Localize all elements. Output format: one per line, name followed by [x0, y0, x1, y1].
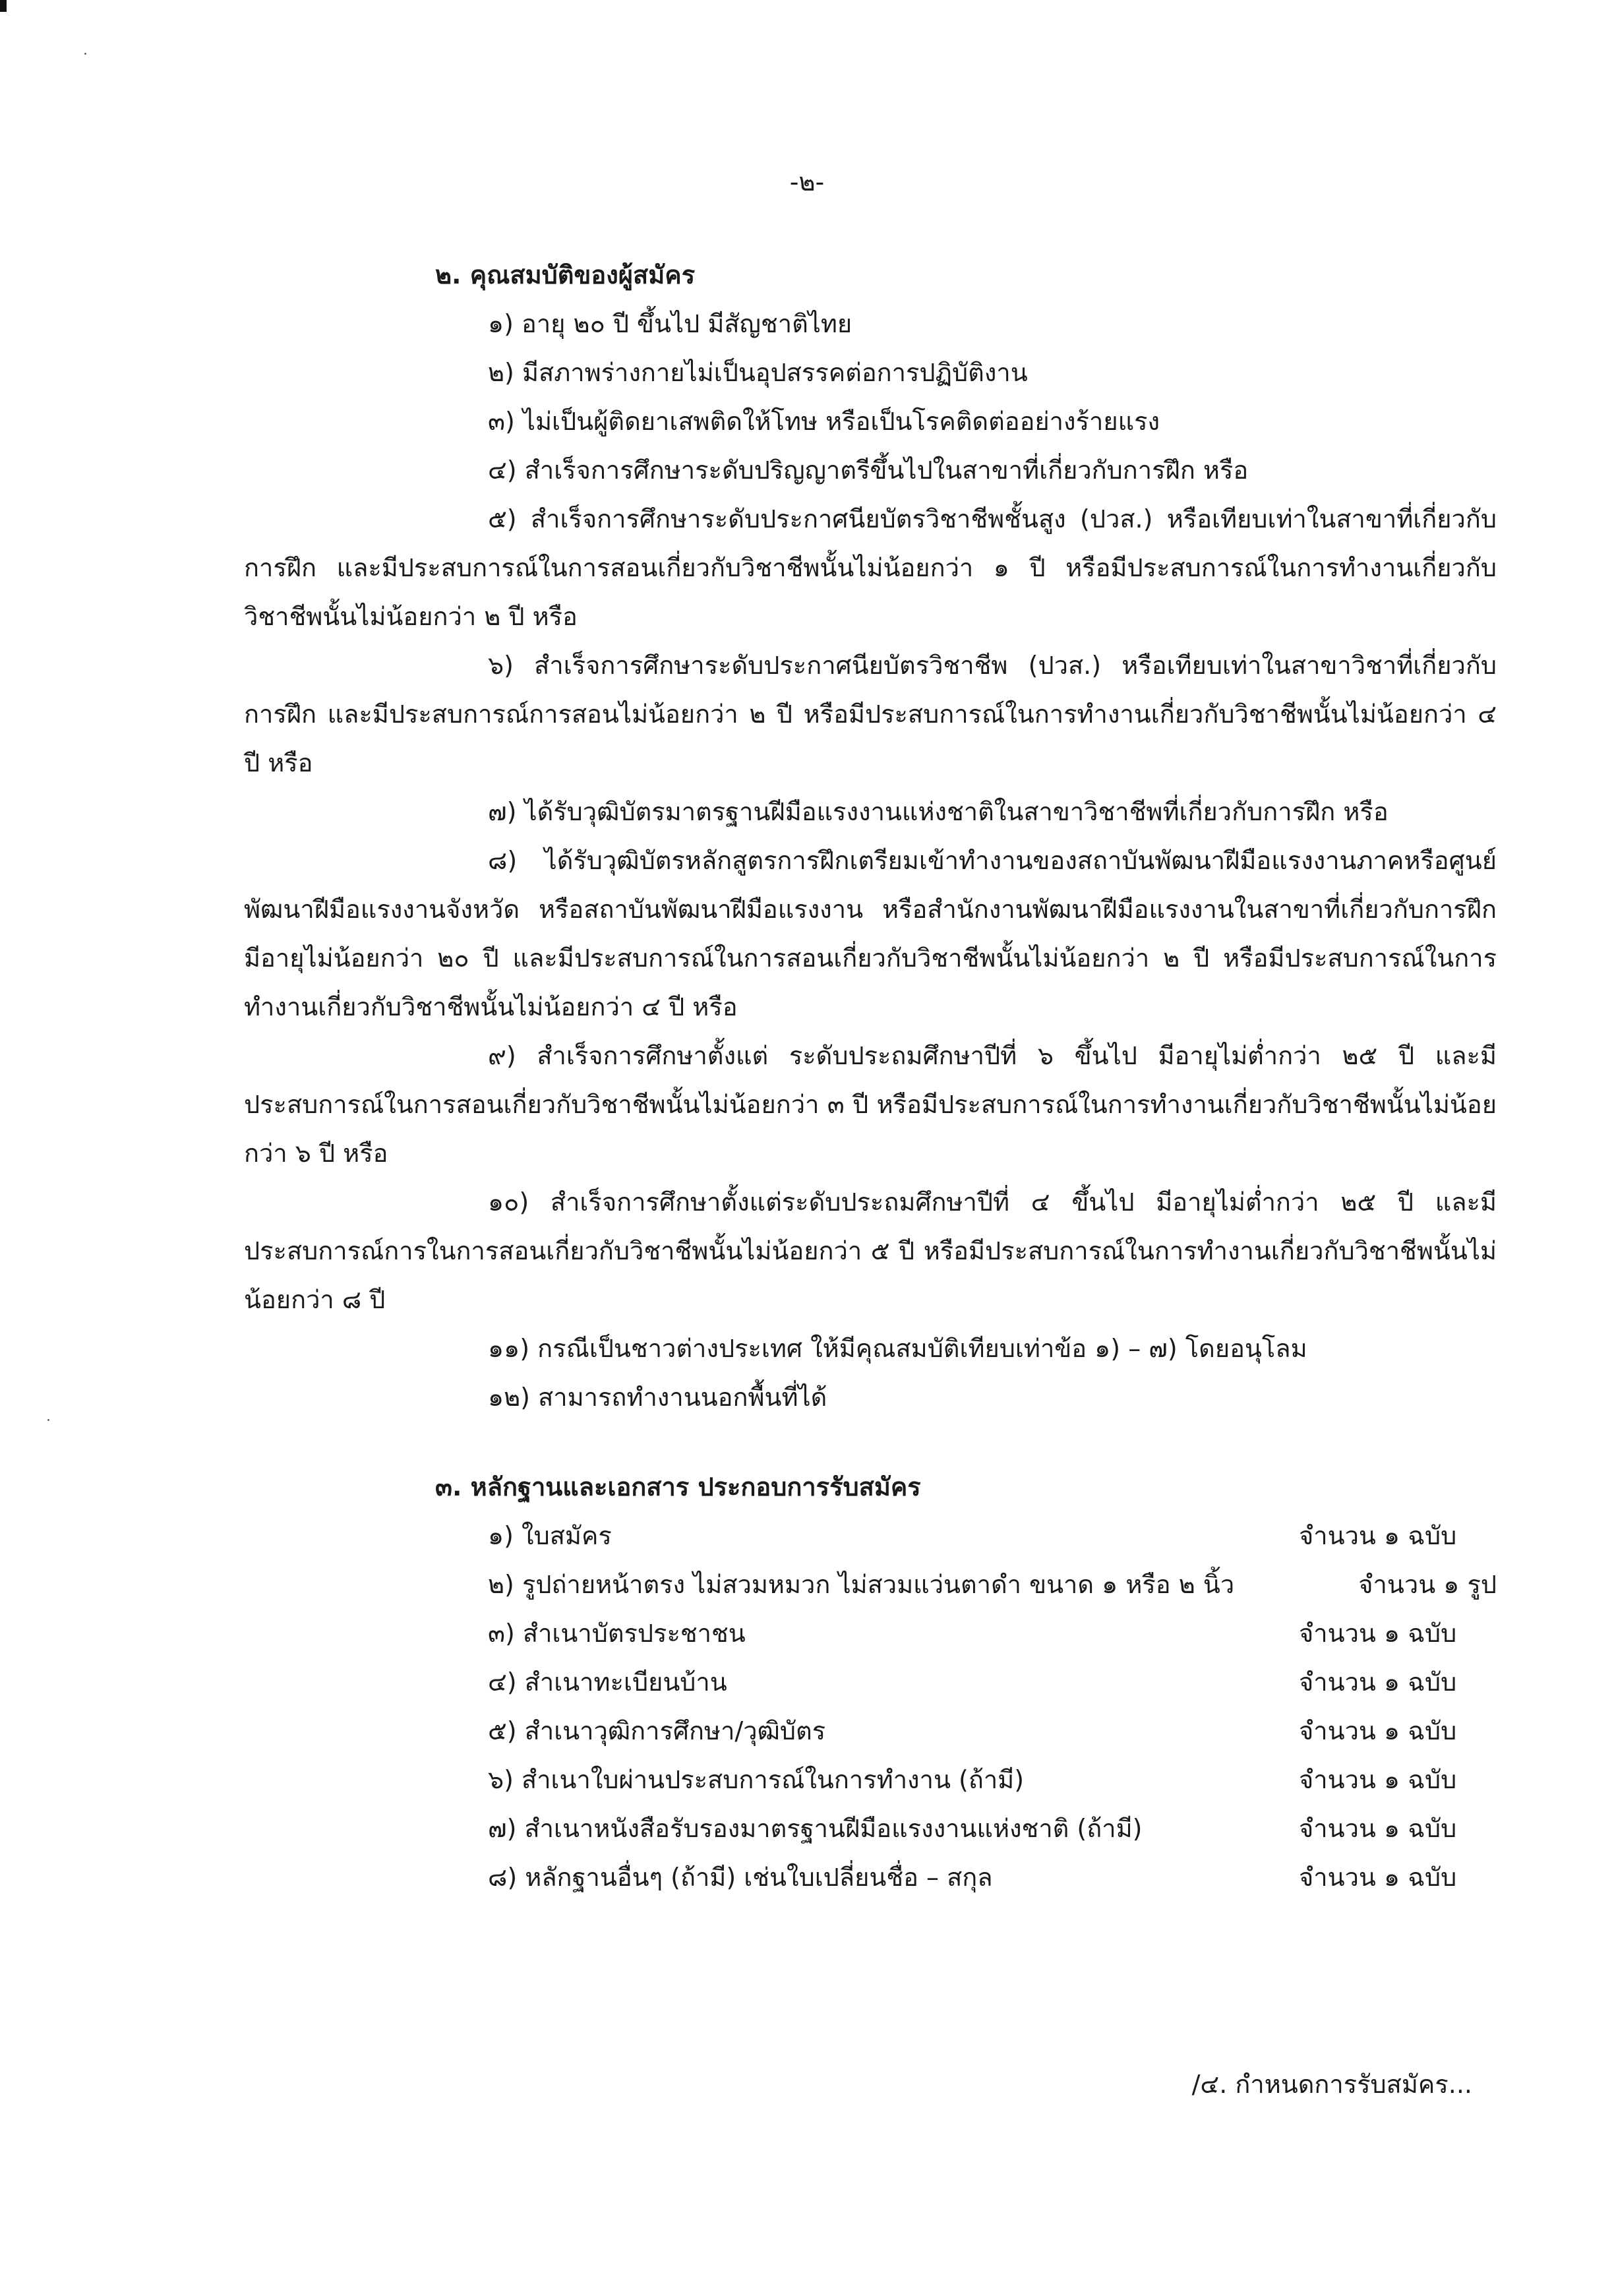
document-row — [244, 1658, 1497, 1707]
continuation-footer: /๔. กำหนดการรับสมัคร... — [1191, 2070, 1472, 2099]
document-quantity: จำนวน ๑ ฉบับ — [1299, 1521, 1457, 1550]
documents-list — [244, 1511, 1497, 1902]
document-quantity: จำนวน ๑ ฉบับ — [1299, 1863, 1457, 1892]
document-row — [244, 1609, 1497, 1658]
section-3-heading: ๓. หลักฐานและเอกสาร ประกอบการรับสมัคร — [435, 1472, 921, 1501]
qualifications-list — [244, 299, 1497, 1422]
document-name: ๓) สำเนาบัตรประชาชน — [488, 1619, 746, 1648]
qualification-item: ๔) สำเร็จการศึกษาระดับปริญญาตรีขึ้นไปในสาขาที่เกี่ยวกับการฝึก หรือ — [488, 456, 1249, 485]
document-quantity: จำนวน ๑ ฉบับ — [1299, 1716, 1457, 1745]
scan-speck — [47, 1419, 49, 1421]
qualification-item: ๙) สำเร็จการศึกษาตั้งแต่ ระดับประถมศึกษาปีที่ ๖ ขึ้นไป มีอายุไม่ต่ำกว่า ๒๕ ปี และมีประสบการณ์ในการสอนเกี่ยวกับวิชาชีพนั้นไม่น้อยกว่า ๓ ปี หรือมีประสบการณ์ในการทำงานเกี่ยวกับวิชาชีพนั้นไม่น้อยกว่า ๖ ปี หรือ — [244, 1041, 1497, 1168]
qualification-item: ๓) ไม่เป็นผู้ติดยาเสพติดให้โทษ หรือเป็นโรคติดต่ออย่างร้ายแรง — [488, 407, 1160, 436]
qualification-item: ๑๒) สามารถทำงานนอกพื้นที่ได้ — [488, 1383, 827, 1412]
qualification-item: ๑๑) กรณีเป็นชาวต่างประเทศ ให้มีคุณสมบัติเทียบเท่าข้อ ๑) – ๗) โดยอนุโลม — [488, 1334, 1307, 1363]
document-quantity: จำนวน ๑ ฉบับ — [1299, 1765, 1457, 1794]
qualification-item: ๗) ได้รับวุฒิบัตรมาตรฐานฝีมือแรงงานแห่งชาติในสาขาวิชาชีพที่เกี่ยวกับการฝึก หรือ — [488, 797, 1389, 826]
document-name: ๑) ใบสมัคร — [488, 1521, 612, 1550]
document-row — [244, 1560, 1497, 1609]
qualification-item: ๑๐) สำเร็จการศึกษาตั้งแต่ระดับประถมศึกษาปีที่ ๔ ขึ้นไป มีอายุไม่ต่ำกว่า ๒๕ ปี และมีประสบการณ์การในการสอนเกี่ยวกับวิชาชีพนั้นไม่น้อยกว่า ๕ ปี หรือมีประสบการณ์ในการทำงานเกี่ยวกับวิชาชีพนั้นไม่น้อยกว่า ๘ ปี — [244, 1188, 1497, 1314]
qualification-item: ๕) สำเร็จการศึกษาระดับประกาศนียบัตรวิชาชีพชั้นสูง (ปวส.) หรือเทียบเท่าในสาขาที่เกี่ยวกับการฝึก และมีประสบการณ์ในการสอนเกี่ยวกับวิชาชีพนั้นไม่น้อยกว่า ๑ ปี หรือมีประสบการณ์ในการทำงานเกี่ยวกับวิชาชีพนั้นไม่น้อยกว่า ๒ ปี หรือ — [244, 504, 1497, 631]
document-name: ๒) รูปถ่ายหน้าตรง ไม่สวมหมวก ไม่สวมแว่นตาดำ ขนาด ๑ หรือ ๒ นิ้ว — [488, 1570, 1235, 1599]
qualification-item: ๖) สำเร็จการศึกษาระดับประกาศนียบัตรวิชาชีพ (ปวส.) หรือเทียบเท่าในสาขาวิชาที่เกี่ยวกับการฝึก และมีประสบการณ์การสอนไม่น้อยกว่า ๒ ปี หรือมีประสบการณ์ในการทำงานเกี่ยวกับวิชาชีพนั้นไม่น้อยกว่า ๔ ปี หรือ — [244, 651, 1497, 777]
qualification-item: ๘) ได้รับวุฒิบัตรหลักสูตรการฝึกเตรียมเข้าทำงานของสถาบันพัฒนาฝีมือแรงงานภาคหรือศูนย์พัฒนาฝีมือแรงงานจังหวัด หรือสถาบันพัฒนาฝีมือแรงงาน หรือสำนักงานพัฒนาฝีมือแรงงานในสาขาที่เกี่ยวกับการฝึก มีอายุไม่น้อยกว่า ๒๐ ปี และมีประสบการณ์ในการสอนเกี่ยวกับวิชาชีพนั้นไม่น้อยกว่า ๒ ปี หรือมีประสบการณ์ในการทำงานเกี่ยวกับวิชาชีพนั้นไม่น้อยกว่า ๔ ปี หรือ — [244, 846, 1497, 1021]
scan-speck — [84, 53, 86, 55]
document-name: ๕) สำเนาวุฒิการศึกษา/วุฒิบัตร — [488, 1716, 826, 1745]
document-name: ๖) สำเนาใบผ่านประสบการณ์ในการทำงาน (ถ้ามี) — [488, 1765, 1025, 1794]
document-name: ๔) สำเนาทะเบียนบ้าน — [488, 1668, 727, 1697]
document-row — [244, 1511, 1497, 1560]
document-row — [244, 1853, 1497, 1902]
qualification-item: ๒) มีสภาพร่างกายไม่เป็นอุปสรรคต่อการปฏิบัติงาน — [488, 358, 1028, 387]
document-quantity: จำนวน ๑ ฉบับ — [1299, 1619, 1457, 1648]
document-body — [244, 251, 1497, 1902]
document-quantity: จำนวน ๑ ฉบับ — [1299, 1814, 1457, 1843]
document-row — [244, 1755, 1497, 1804]
qualification-item: ๑) อายุ ๒๐ ปี ขึ้นไป มีสัญชาติไทย — [488, 309, 852, 338]
document-row — [244, 1804, 1497, 1853]
section-2-heading: ๒. คุณสมบัติของผู้สมัคร — [435, 260, 696, 289]
document-quantity: จำนวน ๑ ฉบับ — [1299, 1668, 1457, 1697]
document-row — [244, 1707, 1497, 1755]
scan-corner-mark — [0, 0, 7, 12]
document-quantity: จำนวน ๑ รูป — [1358, 1570, 1497, 1599]
document-name: ๗) สำเนาหนังสือรับรองมาตรฐานฝีมือแรงงานแห่งชาติ (ถ้ามี) — [488, 1814, 1143, 1843]
page-number: -๒- — [789, 167, 825, 196]
document-name: ๘) หลักฐานอื่นๆ (ถ้ามี) เช่นใบเปลี่ยนชื่อ – สกุล — [488, 1863, 993, 1892]
